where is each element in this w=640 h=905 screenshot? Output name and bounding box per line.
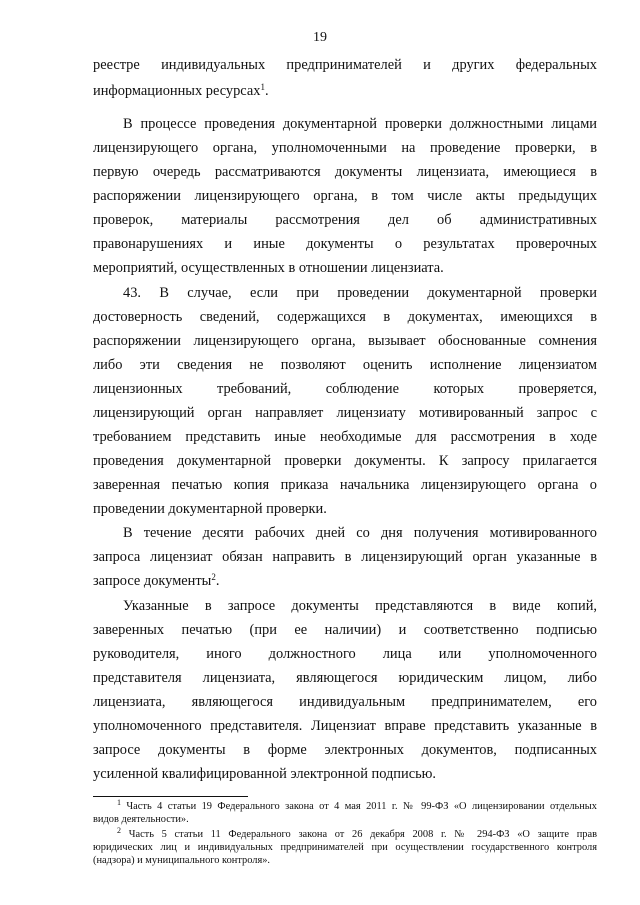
- footnote-line: юридических лиц и индивидуальных предпринимателей при осуществлении государственного контроля: [93, 842, 597, 853]
- text-line: усиленной квалифицированной электронной подписью.: [93, 766, 436, 782]
- text-line: реестре индивидуальных предпринимателей и других федеральных: [93, 57, 597, 73]
- footnote-ref: 1: [260, 82, 265, 92]
- text-line: требованием представить иные необходимые для рассмотрения в ходе: [93, 429, 597, 445]
- text-line: первую очередь рассматриваются документы лицензиата, имеющиеся в: [93, 164, 597, 180]
- text-line: проверок, материалы рассмотрения дел об административных: [93, 212, 597, 228]
- text-line: запросе документы$^2$.: [93, 572, 220, 589]
- text-line: запроса лицензиат обязан направить в лицензирующий орган указанные в: [93, 549, 597, 565]
- text-line: 43. В случае, если при проведении документарной проверки: [123, 285, 597, 301]
- text-line: правонарушениях и иные документы о результатах проверочных: [93, 236, 597, 252]
- footnote-separator: [93, 796, 248, 797]
- text-line: представителя лицензиата, являющегося юридическим лицом, либо: [93, 670, 597, 686]
- footnote-line: (надзора) и муниципального контроля».: [93, 855, 271, 866]
- footnote-ref: 2: [211, 572, 216, 582]
- text-line: проведении документарной проверки.: [93, 501, 327, 517]
- text-line: лицензирующего органа, уполномоченными на проведение проверки, в: [93, 140, 597, 156]
- text-line: лицензионных требований, соблюдение которых проверяется,: [93, 381, 597, 397]
- text-line: информационных ресурсах$^1$.: [93, 82, 269, 99]
- text-line: запросе документы в форме электронных документов, подписанных: [93, 742, 597, 758]
- text-line: уполномоченного представителя. Лицензиат вправе представить указанные в: [93, 718, 597, 734]
- text-line: лицензиата, являющегося индивидуальным предпринимателем, его: [93, 694, 597, 710]
- text-line: мероприятий, осуществленных в отношении лицензиата.: [93, 260, 444, 276]
- text-line: Указанные в запросе документы представляются в виде копий,: [123, 598, 597, 614]
- footnote-line: $^1$ Часть 4 статьи 19 Федерального закона от 4 мая 2011 г. № 99-ФЗ «О лицензировании отдельных: [117, 798, 597, 812]
- text-line: либо эти сведения не позволяют оценить исполнение лицензиатом: [93, 357, 597, 373]
- text-line: В течение десяти рабочих дней со дня получения мотивированного: [123, 525, 597, 541]
- text-line: лицензирующий орган направляет лицензиату мотивированный запрос с: [93, 405, 597, 421]
- text-line: распоряжении лицензирующего органа, вызывает обоснованные сомнения: [93, 333, 597, 349]
- text-line: заверенная печатью копия приказа начальника лицензирующего органа о: [93, 477, 597, 493]
- footnote-line: видов деятельности».: [93, 814, 189, 825]
- text-line: достоверность сведений, содержащихся в документах, имеющихся в: [93, 309, 597, 325]
- footnote-mark: 2: [117, 826, 121, 835]
- text-line: заверенных печатью (при ее наличии) и соответственно подписью: [93, 622, 597, 638]
- text-line: распоряжении лицензирующего органа, в том числе акты предыдущих: [93, 188, 597, 204]
- page-number: 19: [313, 30, 327, 45]
- text-line: проведения документарной проверки документы. К запросу прилагается: [93, 453, 597, 469]
- footnote-mark: 1: [117, 798, 121, 807]
- text-line: руководителя, иного должностного лица или уполномоченного: [93, 646, 597, 662]
- text-line: В процессе проведения документарной проверки должностными лицами: [123, 116, 597, 132]
- footnote-line: $^2$ Часть 5 статьи 11 Федерального закона от 26 декабря 2008 г. № 294-ФЗ «О защите прав: [117, 826, 597, 840]
